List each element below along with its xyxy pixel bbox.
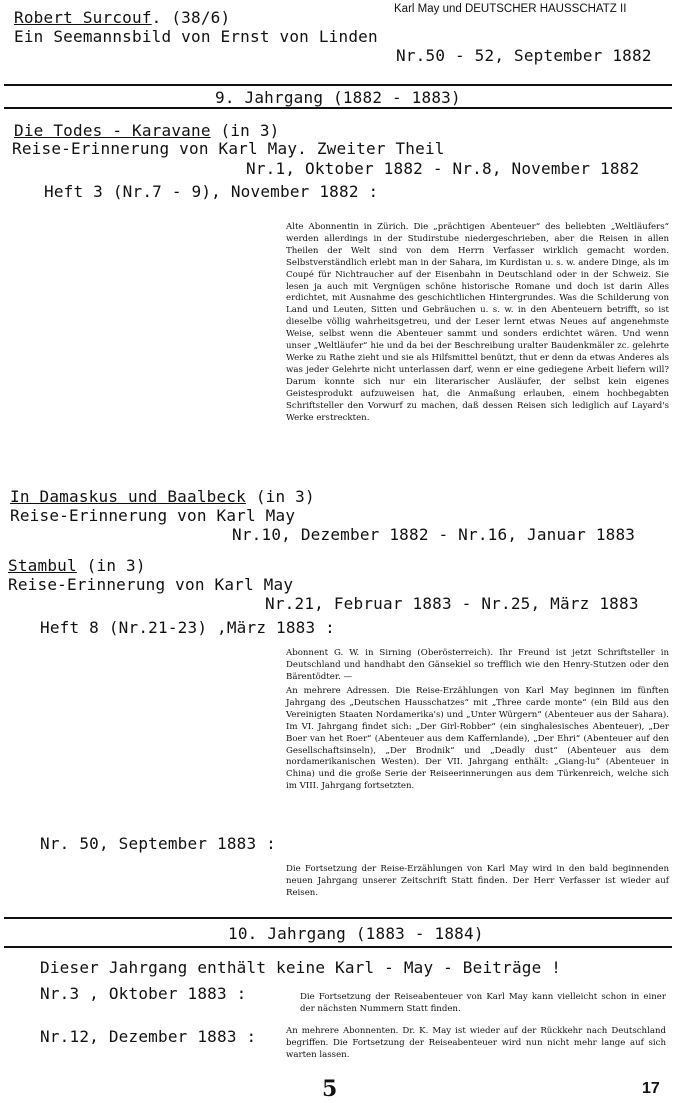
stambul-heading	[8, 556, 146, 575]
jahrgang-9-label: 9. Jahrgang (1882 - 1883)	[215, 88, 461, 107]
stambul-subtitle: Reise-Erinnerung von Karl May	[8, 575, 294, 594]
todes-karavane-issues: Nr.1, Oktober 1882 - Nr.8, November 1882	[246, 159, 640, 178]
damaskus-heading	[10, 487, 315, 506]
robert-surcouf-issues: Nr.50 - 52, September 1882	[396, 46, 652, 65]
jahrgang-10-nr12: Nr.12, Dezember 1883 :	[40, 1027, 257, 1046]
todes-karavane-subtitle: Reise-Erinnerung von Karl May. Zweiter Theil	[12, 139, 445, 158]
stambul-heft: Heft 8 (Nr.21-23) ,März 1883 :	[40, 618, 335, 637]
jahrgang-10-note-nr3: Die Fortsetzung der Reiseabenteuer von Karl May kann vielleicht schon in einer der nächsten Nummern Statt finden.	[300, 992, 666, 1014]
damaskus-suffix: (in 3)	[246, 487, 315, 506]
jahrgang-10-none: Dieser Jahrgang enthält keine Karl - May - Beiträge !	[40, 958, 562, 977]
rule-top-9	[4, 84, 672, 86]
todes-karavane-title: Die Todes - Karavane	[14, 121, 211, 140]
todes-karavane-heading	[14, 121, 280, 140]
jahrgang-10-nr3: Nr.3 , Oktober 1883 :	[40, 984, 247, 1003]
jahrgang-10-label: 10. Jahrgang (1883 - 1884)	[228, 924, 484, 943]
robert-surcouf-title: Robert Surcouf	[14, 8, 152, 27]
damaskus-title: In Damaskus und Baalbeck	[10, 487, 246, 506]
stambul-title: Stambul	[8, 556, 77, 575]
jahrgang-10-note-nr12: An mehrere Abonnenten. Dr. K. May ist wieder auf der Rückkehr nach Deutschland begriffen. Die Fortsetzung der Reiseabenteuer wird nun nicht mehr lange auf sich warten lassen.	[286, 1026, 666, 1060]
stambul-note-2: An mehrere Adressen. Die Reise-Erzählungen von Karl May beginnen im fünften Jahrgang des „Deutschen Hausschatzes“ mit „Three carde monte“ (ein Bild aus den Vereinigten Staaten Nordamerika's) und „Unter Würgern“ (Abenteuer aus der Sahara). Im VI. Jahrgang findet sich: „Der Girl-Robber“ (ein singhalesisches Abenteuer), „Der Boer van het Roer“ (Abenteuer aus dem Kaffernlande), „Der Ehri“ (Abenteuer auf den Gesellschaftsinseln), „Der Brodnik“ und „Deadly dust“ (Abenteuer aus dem nordamerikanischen Westen). Der VII. Jahrgang enthält: „Giang-lu“ (Abenteuer in China) und die große Serie der Reiseerinnerungen aus dem Türkenreich, welche sich im VIII. Jahrgang fortsetzten.	[286, 686, 669, 792]
robert-surcouf-subtitle: Ein Seemannsbild von Ernst von Linden	[14, 27, 378, 46]
rule-bottom-9	[4, 107, 672, 109]
rule-bottom-10	[4, 946, 672, 948]
robert-surcouf-heading	[14, 8, 230, 27]
center-page-number: 5	[322, 1076, 338, 1102]
rule-top-10	[4, 917, 672, 919]
running-title: Karl May und DEUTSCHER HAUSSCHATZ II	[394, 3, 627, 15]
stambul-suffix: (in 3)	[76, 556, 146, 575]
todes-karavane-heft: Heft 3 (Nr.7 - 9), November 1882 :	[44, 182, 379, 201]
stambul-note-1: Abonnent G. W. in Sirning (Oberösterreich). Ihr Freund ist jetzt Schriftsteller in Deutschland und handhabt den Gänsekiel so trefflich wie den Henry-Stutzen oder den Bärentödter. —	[286, 648, 669, 682]
stambul-nr50: Nr. 50, September 1883 :	[40, 834, 276, 853]
page-number: 17	[642, 1080, 660, 1097]
stambul-issues: Nr.21, Februar 1883 - Nr.25, März 1883	[265, 594, 639, 613]
damaskus-subtitle: Reise-Erinnerung von Karl May	[10, 506, 296, 525]
todes-karavane-note: Alte Abonnentin in Zürich. Die „prächtigen Abenteuer“ des beliebten „Weltläufers“ werden allerdings in der Studirstube niedergeschrieben, aber die Reisen in allen Theilen der Welt sind von dem Herrn Verfasser wirklich gemacht worden. Selbstverständlich erlebt man in der Sahara, im Kurdistan u. s. w. andere Dinge, als im Coupé für Nichtraucher auf der Eisenbahn in Deutschland oder in der Schweiz. Sie lesen ja auch mit Vergnügen schöne historische Romane und doch ist darin Alles erdichtet, mit Ausnahme des geschichtlichen Hintergrundes. Was die Schilderung von Land und Leuten, Sitten und Gebräuchen u. s. w. in den Abenteuern betrifft, so ist dieselbe völlig wahrheitsgetreu, und der Leser lernt etwas Neues auf angenehmste Weise, selbst wenn die Abenteuer sammt und sonders erdichtet wären. Und wenn unser „Weltläufer“ hie und da bei der Beschreibung uralter Baudenkmäler zc. gelehrte Werke zu Rathe zieht und sie als Hilfsmittel benützt, thut er denn da etwas Anderes als was jeder Gelehrte nicht unterlassen darf, wenn er eine gediegene Arbeit liefern will? Darum konnte sich nur ein literarischer Ausläufer, der selbst kein eigenes Geistesprodukt aufzuweisen hat, die Anmaßung erlauben, einem hochbegabten Schriftsteller den Vorwurf zu machen, daß dessen Reisen sich lediglich auf Layard's Werke erstreckten.	[286, 222, 669, 423]
damaskus-issues: Nr.10, Dezember 1882 - Nr.16, Januar 1883	[232, 525, 636, 544]
todes-karavane-suffix: (in 3)	[210, 121, 280, 140]
stambul-note-3: Die Fortsetzung der Reise-Erzählungen von Karl May wird in den bald beginnenden neuen Jahrgang unserer Zeitschrift Statt finden. Der Herr Verfasser ist wieder auf Reisen.	[286, 864, 669, 898]
robert-surcouf-suffix: . (38/6)	[151, 8, 231, 27]
